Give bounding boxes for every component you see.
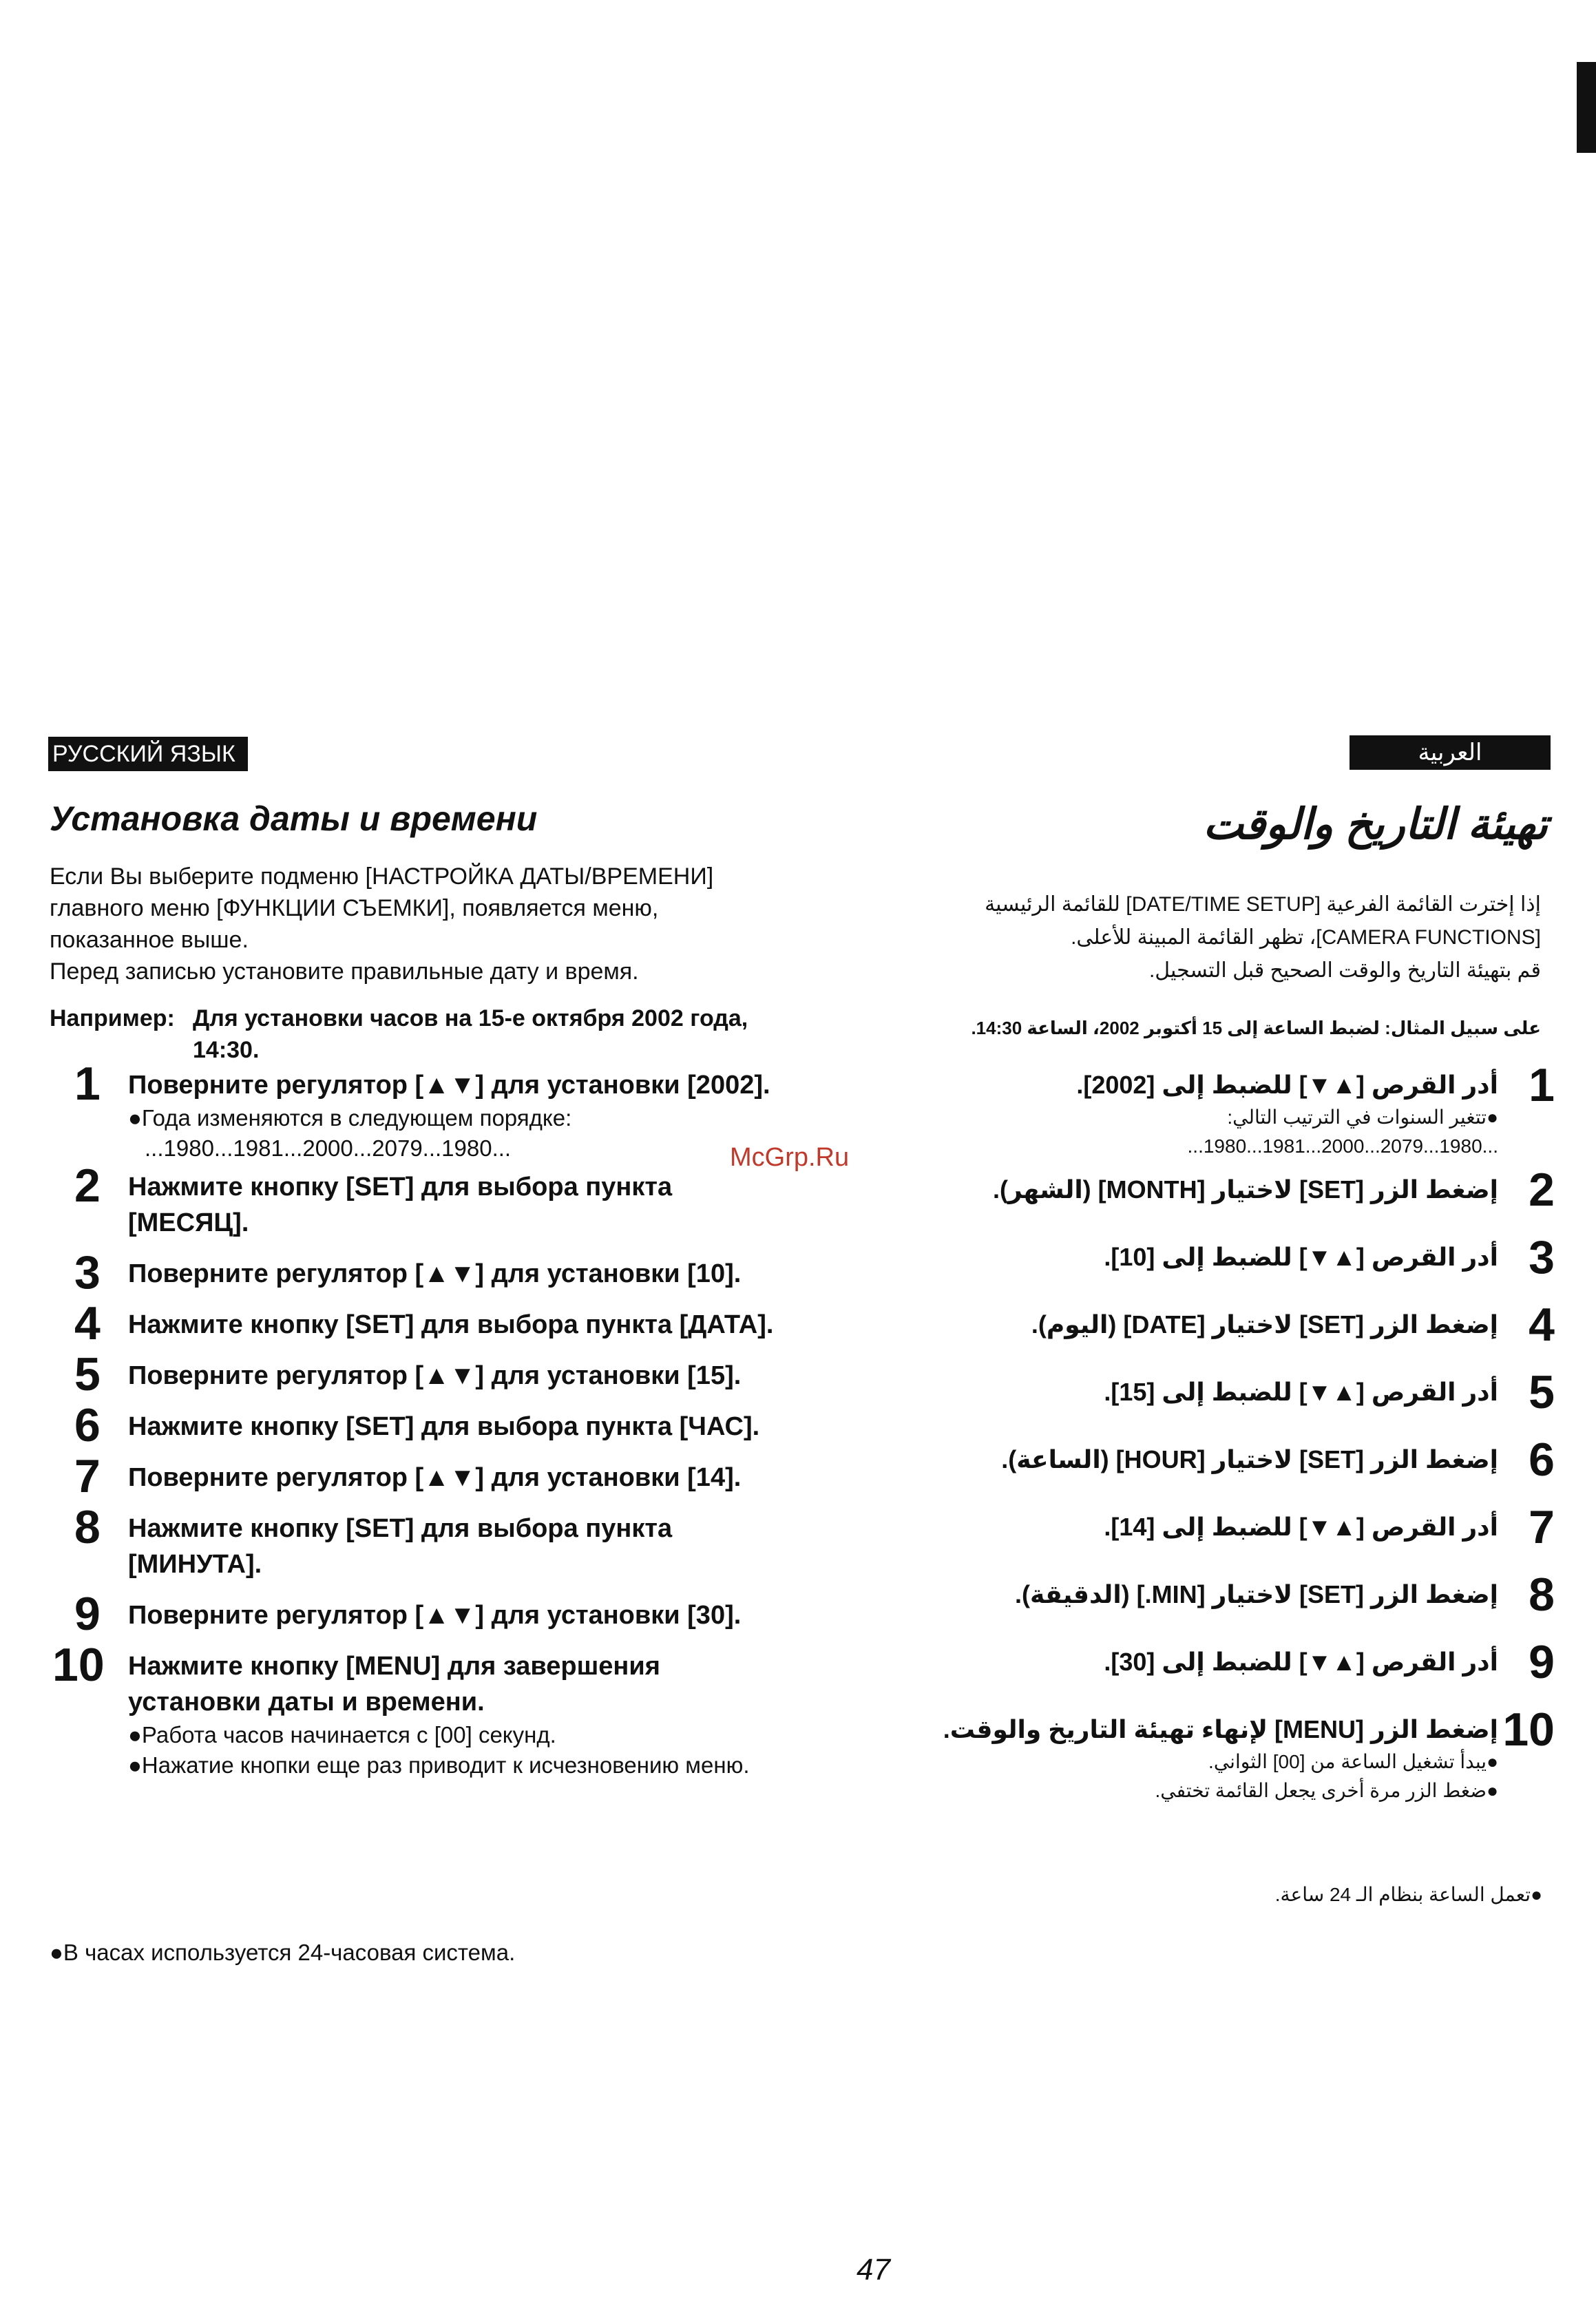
step-note: ●ضغط الزر مرة أخرى يجعل القائمة تختفي. [1155,1780,1498,1801]
step-number: 2 [1529,1164,1555,1216]
step-item [0,1588,854,1640]
step-text: Нажмите кнопку [SET] для выбора пункта [МИНУТА]. [128,1514,673,1579]
step-number: 4 [74,1297,101,1350]
step-text: Нажмите кнопку [SET] для выбора пункта [ДАТА]. [128,1310,774,1339]
page-number: 47 [857,2253,890,2287]
step-item [797,1059,1555,1161]
step-note: ●يبدأ تشغيل الساعة من [00] الثواني. [1208,1751,1498,1772]
language-tab-arabic: العربية [1350,735,1551,770]
intro-line: قم بتهيئة التاريخ والوقت الصحيح قبل التسجيل. [1148,959,1541,982]
step-item [0,1348,854,1400]
step-note: ●Нажатие кнопки еще раз приводит к исчезновению меню. [128,1752,750,1778]
step-item [0,1399,854,1451]
step-number: 3 [74,1246,101,1299]
section-title-russian: Установка даты и времени [50,799,538,838]
step-number: 5 [74,1348,101,1400]
step-note: ...1980...1981...2000...2079...1980... [145,1135,512,1161]
step-item [797,1703,1555,1805]
section-title-arabic: تهيئة التاريخ والوقت [1203,801,1548,848]
step-item [797,1366,1555,1418]
step-text: إضغط الزر [SET] لاختيار [MONTH] (الشهر). [993,1175,1498,1204]
step-text: أدر القرص [▲▼] للضبط إلى [30]. [1104,1648,1498,1676]
step-text: أدر القرص [▲▼] للضبط إلى [14]. [1104,1513,1498,1541]
step-number: 10 [1502,1703,1555,1756]
footnote-arabic: ●تعمل الساعة بنظام الـ 24 ساعة. [1274,1884,1542,1905]
step-item [0,1058,854,1164]
step-number: 2 [74,1160,101,1212]
step-item [0,1297,854,1350]
step-text: Поверните регулятор [▲▼] для установки [2002]. [128,1071,770,1100]
steps-arabic [797,1059,1555,1805]
step-number: 9 [74,1588,101,1640]
step-number: 8 [1529,1568,1555,1621]
step-number: 7 [74,1450,101,1502]
step-item [797,1434,1555,1486]
intro-line: показанное выше. [50,927,249,953]
page-edge-marker [1577,62,1596,153]
step-number: 6 [74,1399,101,1451]
step-note: ●تتغير السنوات في الترتيب التالي: [1227,1106,1498,1128]
step-item [797,1164,1555,1216]
step-note: ●Работа часов начинается с [00] секунд. [128,1722,556,1748]
step-item [797,1568,1555,1621]
step-note: ...1980...1981...2000...2079...1980... [1187,1135,1498,1157]
example-label: Например: [50,1005,175,1031]
intro-line: Перед записью установите правильные дату и время. [50,958,639,985]
example-line: Для установки часов на 15-е октября 2002 года, [193,1005,748,1031]
step-text: Нажмите кнопку [SET] для выбора пункта [ЧАС]. [128,1412,760,1441]
language-tab-russian: РУССКИЙ ЯЗЫК [48,737,248,771]
steps-russian [0,1058,854,1781]
watermark: McGrp.Ru [730,1143,850,1172]
step-text: Поверните регулятор [▲▼] для установки [30]. [128,1601,742,1630]
step-text: أدر القرص [▲▼] للضبط إلى [10]. [1104,1243,1498,1271]
intro-russian [50,861,793,987]
step-number: 5 [1529,1366,1555,1418]
step-text: إضغط الزر [SET] لاختيار [MIN.] (الدقيقة). [1015,1580,1498,1608]
step-item [0,1639,854,1781]
intro-arabic [852,888,1541,987]
step-number: 3 [1529,1231,1555,1283]
step-number: 1 [74,1058,101,1110]
step-number: 8 [74,1501,101,1553]
example-arabic: على سبيل المثال: لضبط الساعة إلى 15 أكتوبر 2002، الساعة 14:30. [971,1018,1541,1038]
step-number: 1 [1529,1059,1555,1111]
intro-line: إذا إخترت القائمة الفرعية [DATE/TIME SETUP] للقائمة الرئيسية [985,893,1541,916]
step-number: 10 [52,1639,105,1691]
step-text: إضغط الزر [SET] لاختيار [DATE] (اليوم). [1031,1310,1498,1339]
example-russian [50,1003,841,1066]
step-item [797,1501,1555,1553]
step-text: إضغط الزر [SET] لاختيار [HOUR] (الساعة). [1001,1445,1498,1473]
step-text: إضغط الزر [MENU] لإنهاء تهيئة التاريخ والوقت. [943,1715,1498,1743]
step-item [797,1636,1555,1688]
step-number: 7 [1529,1501,1555,1553]
step-text: Нажмите кнопку [SET] для выбора пункта [МЕСЯЦ]. [128,1173,673,1237]
step-text: أدر القرص [▲▼] للضبط إلى [15]. [1104,1378,1498,1406]
step-item [0,1501,854,1582]
step-item [797,1299,1555,1351]
step-number: 6 [1529,1434,1555,1486]
intro-line: главного меню [ФУНКЦИИ СЪЕМКИ], появляется меню, [50,895,659,921]
step-text: Поверните регулятор [▲▼] для установки [10]. [128,1259,742,1288]
intro-line: Если Вы выберите подменю [НАСТРОЙКА ДАТЫ/ВРЕМЕНИ] [50,863,714,890]
step-item [0,1160,854,1241]
step-item [797,1231,1555,1283]
step-text: Поверните регулятор [▲▼] для установки [14]. [128,1463,742,1492]
example-line: 14:30. [193,1037,260,1063]
footnote-russian: ●В часах используется 24-часовая система. [50,1940,516,1965]
step-number: 9 [1529,1636,1555,1688]
step-text: Поверните регулятор [▲▼] для установки [15]. [128,1361,742,1390]
step-number: 4 [1529,1299,1555,1351]
step-text: Нажмите кнопку [MENU] для завершения установки даты и времени. [128,1652,660,1717]
step-text: أدر القرص [▲▼] للضبط إلى [2002]. [1076,1071,1498,1099]
step-item [0,1246,854,1299]
intro-line: [CAMERA FUNCTIONS]، تظهر القائمة المبينة للأعلى. [1071,926,1541,949]
step-note: ●Года изменяются в следующем порядке: [128,1105,572,1131]
step-item [0,1450,854,1502]
